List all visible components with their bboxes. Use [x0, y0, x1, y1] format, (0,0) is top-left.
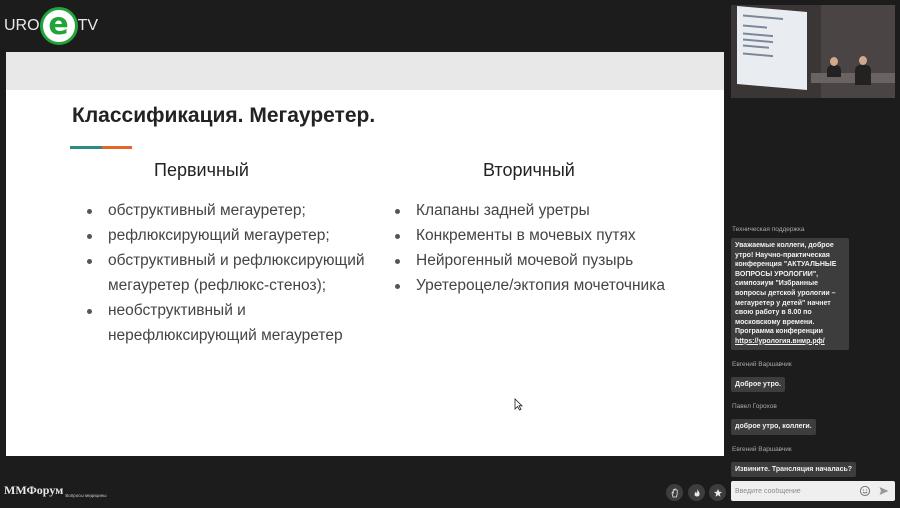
- hand-icon: [670, 488, 680, 498]
- message-author: Павел Горохов: [732, 403, 777, 411]
- primary-heading: Первичный: [154, 160, 249, 180]
- chat-input-box: [731, 481, 895, 501]
- slide-header-band: [6, 52, 724, 90]
- secondary-heading: Вторичный: [483, 160, 575, 180]
- message-bubble: Доброе утро.: [731, 377, 785, 393]
- chat-message-input[interactable]: [735, 483, 853, 499]
- star-icon: [713, 488, 723, 498]
- message-author: Евгений Варшавчик: [732, 360, 792, 368]
- list-item: необструктивный и нерефлюксирующий мегауретер: [84, 298, 384, 348]
- list-item: Конкременты в мочевых путях: [392, 223, 712, 248]
- logo-e-icon: e: [40, 7, 78, 45]
- message-text: Уважаемые коллеги, доброе утро! Научно-практическая конференция "АКТУАЛЬНЫЕ ВОПРОСЫ УРОЛОГИИ", симпозиум "Избранные вопросы детской урологии – мегауретер у детей" начнет свою работу в 8.00 по московскому времени. Программа конференции: [735, 242, 837, 336]
- chat-panel: [731, 226, 896, 488]
- message-bubble: доброе утро, коллеги.: [731, 419, 816, 435]
- list-item: Уретероцеле/эктопия мочеточника: [392, 273, 712, 298]
- forum-logo-text: ММФорум: [4, 483, 64, 497]
- speaker-video[interactable]: [731, 5, 895, 98]
- presentation-slide: [6, 52, 724, 456]
- list-item: обструктивный мегауретер;: [84, 198, 384, 223]
- chat-message: [731, 361, 896, 404]
- secondary-list: [392, 198, 712, 298]
- reaction-fire-button[interactable]: [688, 484, 705, 501]
- list-item: Клапаны задней уретры: [392, 198, 712, 223]
- fire-icon: [692, 488, 702, 498]
- logo-uro-text: URO: [4, 17, 40, 34]
- list-item: рефлюксирующий мегауретер;: [84, 223, 384, 248]
- conference-program-link[interactable]: https://урология.внмр.рф/: [735, 337, 825, 345]
- list-item: Нейрогенный мочевой пузырь: [392, 248, 712, 273]
- slide-title: Классификация. Мегауретер.: [72, 104, 376, 127]
- message-bubble: Извините. Трансляция началась?: [731, 462, 856, 478]
- primary-list: [84, 198, 384, 348]
- send-icon[interactable]: [878, 485, 890, 497]
- urotv-logo: [4, 6, 98, 46]
- favorite-star-button[interactable]: [709, 484, 726, 501]
- chat-message: [731, 226, 896, 361]
- message-author: Евгений Варшавчик: [732, 445, 792, 453]
- chat-message: [731, 403, 896, 446]
- title-accent-orange: [102, 146, 132, 149]
- emoji-icon[interactable]: [859, 485, 871, 497]
- raise-hand-button[interactable]: [666, 484, 683, 501]
- logo-tv-text: TV: [77, 17, 99, 34]
- mouse-cursor-icon: [514, 398, 523, 411]
- video-projection-screen: [737, 6, 807, 90]
- list-item: обструктивный и рефлюксирующий мегауретер (рефлюкс-стеноз);: [84, 248, 384, 298]
- message-bubble: [731, 238, 849, 350]
- forum-logo-subtext: Вопросы медицины: [65, 493, 107, 498]
- message-author: Техническая поддержка: [732, 226, 805, 233]
- title-accent-teal: [70, 146, 102, 149]
- mmforum-logo: [4, 483, 106, 498]
